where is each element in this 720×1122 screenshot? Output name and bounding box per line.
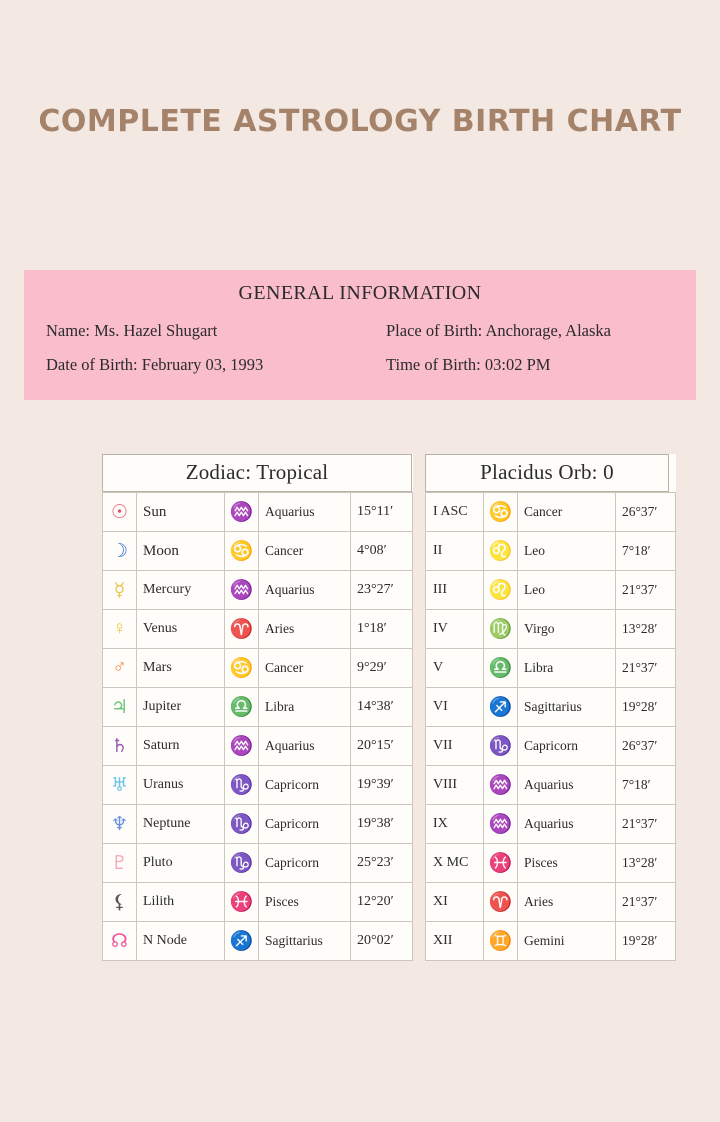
house-number: VII: [426, 727, 484, 766]
zodiac-sign-icon: ♒: [225, 571, 259, 610]
planet-name: Mars: [137, 649, 225, 688]
planet-name: Saturn: [137, 727, 225, 766]
general-information-panel: [24, 270, 696, 400]
zodiac-sign-icon: ♒: [225, 727, 259, 766]
planet-positions-panel: [102, 454, 413, 961]
zodiac-sign-icon: ♑: [225, 844, 259, 883]
planet-degree: 12°20′: [351, 883, 413, 922]
table-row: [426, 649, 676, 688]
planet-degree: 14°38′: [351, 688, 413, 727]
planet-sign: Libra: [259, 688, 351, 727]
jupiter-symbol: ♃: [103, 688, 137, 727]
table-row: [426, 922, 676, 961]
house-sign: Sagittarius: [518, 688, 616, 727]
zodiac-sign-icon: ♓: [225, 883, 259, 922]
house-degree: 21°37′: [616, 571, 676, 610]
house-sign: Pisces: [518, 844, 616, 883]
house-number: IX: [426, 805, 484, 844]
mars-symbol: ♂: [103, 649, 137, 688]
table-row: [426, 571, 676, 610]
planet-positions-table: [102, 492, 413, 961]
house-number: VI: [426, 688, 484, 727]
planet-name: Lilith: [137, 883, 225, 922]
table-row: [426, 688, 676, 727]
time-of-birth-field: Time of Birth: 03:02 PM: [386, 355, 551, 374]
house-cusps-panel: [425, 454, 676, 961]
planet-sign: Aries: [259, 610, 351, 649]
place-of-birth-field: Place of Birth: Anchorage, Alaska: [386, 321, 611, 340]
planet-sign: Pisces: [259, 883, 351, 922]
planet-degree: 4°08′: [351, 532, 413, 571]
house-sign: Virgo: [518, 610, 616, 649]
table-row: [103, 571, 413, 610]
zodiac-sign-icon: ♈: [484, 883, 518, 922]
table-row: [426, 844, 676, 883]
saturn-symbol: ♄: [103, 727, 137, 766]
house-sign: Aries: [518, 883, 616, 922]
planet-degree: 15°11′: [351, 493, 413, 532]
zodiac-sign-icon: ♐: [225, 922, 259, 961]
table-row: [103, 532, 413, 571]
venus-symbol: ♀: [103, 610, 137, 649]
uranus-symbol: ♅: [103, 766, 137, 805]
planet-name: N Node: [137, 922, 225, 961]
planet-name: Pluto: [137, 844, 225, 883]
table-row: [103, 766, 413, 805]
zodiac-sign-icon: ♒: [225, 493, 259, 532]
planet-sign: Cancer: [259, 649, 351, 688]
planet-degree: 19°38′: [351, 805, 413, 844]
general-information-grid: [46, 321, 674, 375]
placidus-header: Placidus Orb: 0: [425, 454, 669, 492]
house-sign: Aquarius: [518, 766, 616, 805]
planet-name: Sun: [137, 493, 225, 532]
planet-degree: 23°27′: [351, 571, 413, 610]
table-row: [103, 805, 413, 844]
planet-name: Neptune: [137, 805, 225, 844]
house-sign: Aquarius: [518, 805, 616, 844]
house-number: XII: [426, 922, 484, 961]
planet-degree: 1°18′: [351, 610, 413, 649]
table-row: [426, 727, 676, 766]
house-sign: Capricorn: [518, 727, 616, 766]
house-sign: Libra: [518, 649, 616, 688]
table-row: [426, 610, 676, 649]
zodiac-sign-icon: ♒: [484, 805, 518, 844]
planet-degree: 19°39′: [351, 766, 413, 805]
house-degree: 26°37′: [616, 727, 676, 766]
planet-sign: Cancer: [259, 532, 351, 571]
house-degree: 19°28′: [616, 922, 676, 961]
house-degree: 21°37′: [616, 883, 676, 922]
house-cusps-table: [425, 492, 676, 961]
zodiac-sign-icon: ♓: [484, 844, 518, 883]
zodiac-sign-icon: ♍: [484, 610, 518, 649]
house-degree: 21°37′: [616, 805, 676, 844]
planet-name: Mercury: [137, 571, 225, 610]
planet-degree: 9°29′: [351, 649, 413, 688]
house-degree: 19°28′: [616, 688, 676, 727]
zodiac-sign-icon: ♊: [484, 922, 518, 961]
planet-name: Venus: [137, 610, 225, 649]
general-information-heading: GENERAL INFORMATION: [238, 282, 482, 304]
table-row: [426, 883, 676, 922]
house-sign: Cancer: [518, 493, 616, 532]
planet-sign: Aquarius: [259, 493, 351, 532]
zodiac-sign-icon: ♋: [484, 493, 518, 532]
planet-degree: 20°15′: [351, 727, 413, 766]
table-row: [103, 844, 413, 883]
planet-sign: Sagittarius: [259, 922, 351, 961]
name-field: Name: Ms. Hazel Shugart: [46, 321, 218, 340]
planet-name: Uranus: [137, 766, 225, 805]
zodiac-sign-icon: ♎: [484, 649, 518, 688]
house-sign: Leo: [518, 532, 616, 571]
page-title: COMPLETE ASTROLOGY BIRTH CHART: [38, 104, 682, 139]
house-number: XI: [426, 883, 484, 922]
table-row: [426, 805, 676, 844]
house-number: II: [426, 532, 484, 571]
table-row: [103, 922, 413, 961]
zodiac-sign-icon: ♎: [225, 688, 259, 727]
house-degree: 7°18′: [616, 766, 676, 805]
house-number: VIII: [426, 766, 484, 805]
planet-sign: Aquarius: [259, 571, 351, 610]
lilith-symbol: ⚸: [103, 883, 137, 922]
house-degree: 7°18′: [616, 532, 676, 571]
table-row: [103, 649, 413, 688]
table-row: [426, 532, 676, 571]
zodiac-sign-icon: ♒: [484, 766, 518, 805]
mercury-symbol: ☿: [103, 571, 137, 610]
table-row: [103, 493, 413, 532]
table-row: [103, 727, 413, 766]
moon-symbol: ☽: [103, 532, 137, 571]
planet-sign: Capricorn: [259, 805, 351, 844]
pluto-symbol: ♇: [103, 844, 137, 883]
table-row: [103, 688, 413, 727]
table-row: [426, 493, 676, 532]
house-sign: Gemini: [518, 922, 616, 961]
house-number: IV: [426, 610, 484, 649]
zodiac-header: Zodiac: Tropical: [102, 454, 412, 492]
date-of-birth-field: Date of Birth: February 03, 1993: [46, 355, 264, 374]
neptune-symbol: ♆: [103, 805, 137, 844]
planet-degree: 20°02′: [351, 922, 413, 961]
house-number: X MC: [426, 844, 484, 883]
north-node-symbol: ☊: [103, 922, 137, 961]
charts-container: [102, 454, 676, 961]
planet-sign: Capricorn: [259, 766, 351, 805]
table-row: [426, 766, 676, 805]
zodiac-sign-icon: ♐: [484, 688, 518, 727]
sun-symbol: ☉: [103, 493, 137, 532]
zodiac-sign-icon: ♈: [225, 610, 259, 649]
planet-sign: Capricorn: [259, 844, 351, 883]
zodiac-sign-icon: ♑: [225, 766, 259, 805]
zodiac-sign-icon: ♌: [484, 571, 518, 610]
house-degree: 26°37′: [616, 493, 676, 532]
zodiac-sign-icon: ♋: [225, 649, 259, 688]
table-row: [103, 883, 413, 922]
house-number: I ASC: [426, 493, 484, 532]
house-degree: 21°37′: [616, 649, 676, 688]
table-row: [103, 610, 413, 649]
house-number: V: [426, 649, 484, 688]
zodiac-sign-icon: ♑: [225, 805, 259, 844]
zodiac-sign-icon: ♋: [225, 532, 259, 571]
house-sign: Leo: [518, 571, 616, 610]
planet-name: Jupiter: [137, 688, 225, 727]
zodiac-sign-icon: ♑: [484, 727, 518, 766]
house-number: III: [426, 571, 484, 610]
zodiac-sign-icon: ♌: [484, 532, 518, 571]
planet-name: Moon: [137, 532, 225, 571]
house-degree: 13°28′: [616, 844, 676, 883]
house-degree: 13°28′: [616, 610, 676, 649]
planet-degree: 25°23′: [351, 844, 413, 883]
planet-sign: Aquarius: [259, 727, 351, 766]
